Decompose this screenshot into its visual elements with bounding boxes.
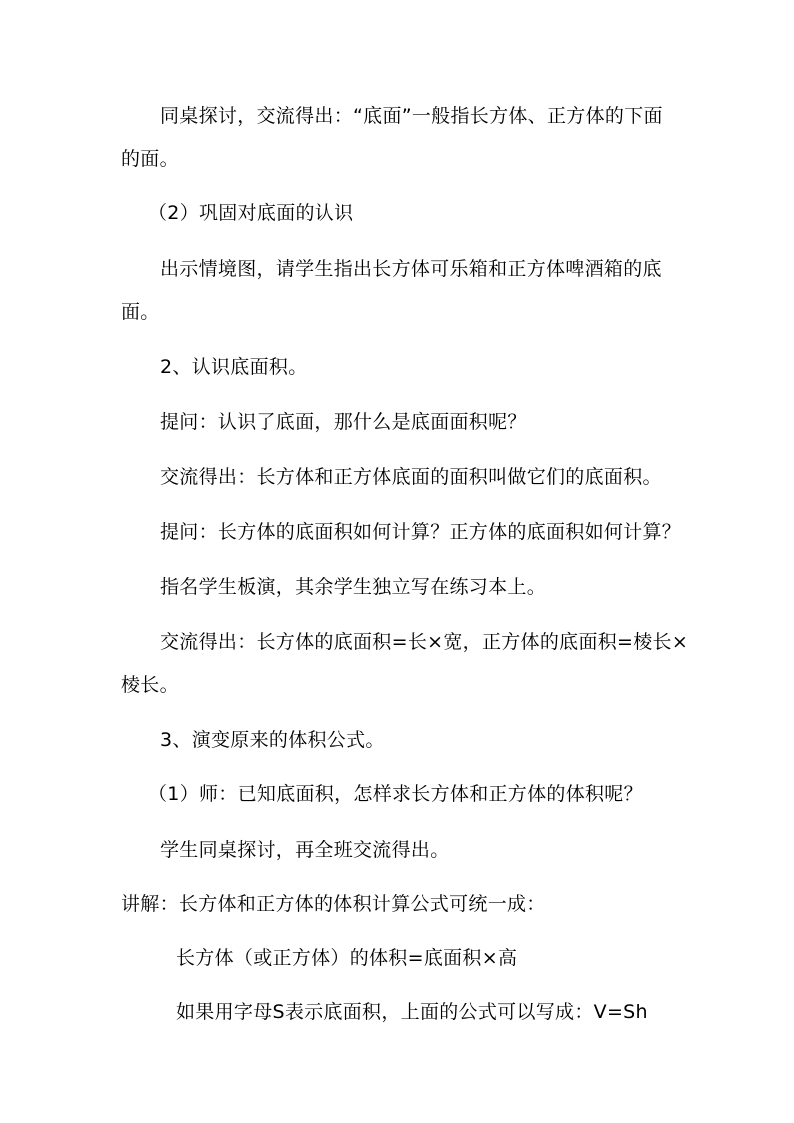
paragraph-line: 指名学生板演，其余学生独立写在练习本上。 <box>160 576 547 598</box>
section-heading: 2、认识底面积。 <box>160 356 308 378</box>
paragraph-line: 讲解：长方体和正方体的体积计算公式可统一成： <box>121 893 546 915</box>
subheading: （2）巩固对底面的认识 <box>148 202 354 224</box>
paragraph-line: 交流得出：长方体和正方体底面的面积叫做它们的底面积。 <box>160 466 662 488</box>
paragraph-line: （1）师：已知底面积，怎样求长方体和正方体的体积呢？ <box>148 783 643 805</box>
paragraph-line: 提问：长方体的底面积如何计算？正方体的底面积如何计算？ <box>160 521 682 543</box>
paragraph-line: 交流得出：长方体的底面积=长×宽，正方体的底面积=棱长× <box>160 631 689 653</box>
paragraph-line: 面。 <box>121 301 160 323</box>
formula-line: 如果用字母S表示底面积，上面的公式可以写成：V=Sh <box>176 1001 648 1023</box>
paragraph-line: 棱长。 <box>121 674 179 696</box>
paragraph-line: 提问：认识了底面，那什么是底面面积呢？ <box>160 411 527 433</box>
paragraph-line: 学生同桌探讨，再全班交流得出。 <box>160 839 450 861</box>
paragraph-line: 的面。 <box>121 148 179 170</box>
formula-line: 长方体（或正方体）的体积=底面积×高 <box>176 947 518 969</box>
paragraph-line: 同桌探讨，交流得出：“底面”一般指长方体、正方体的下面 <box>160 105 663 127</box>
section-heading: 3、演变原来的体积公式。 <box>160 729 385 751</box>
paragraph-line: 出示情境图，请学生指出长方体可乐箱和正方体啤酒箱的底 <box>160 258 662 280</box>
